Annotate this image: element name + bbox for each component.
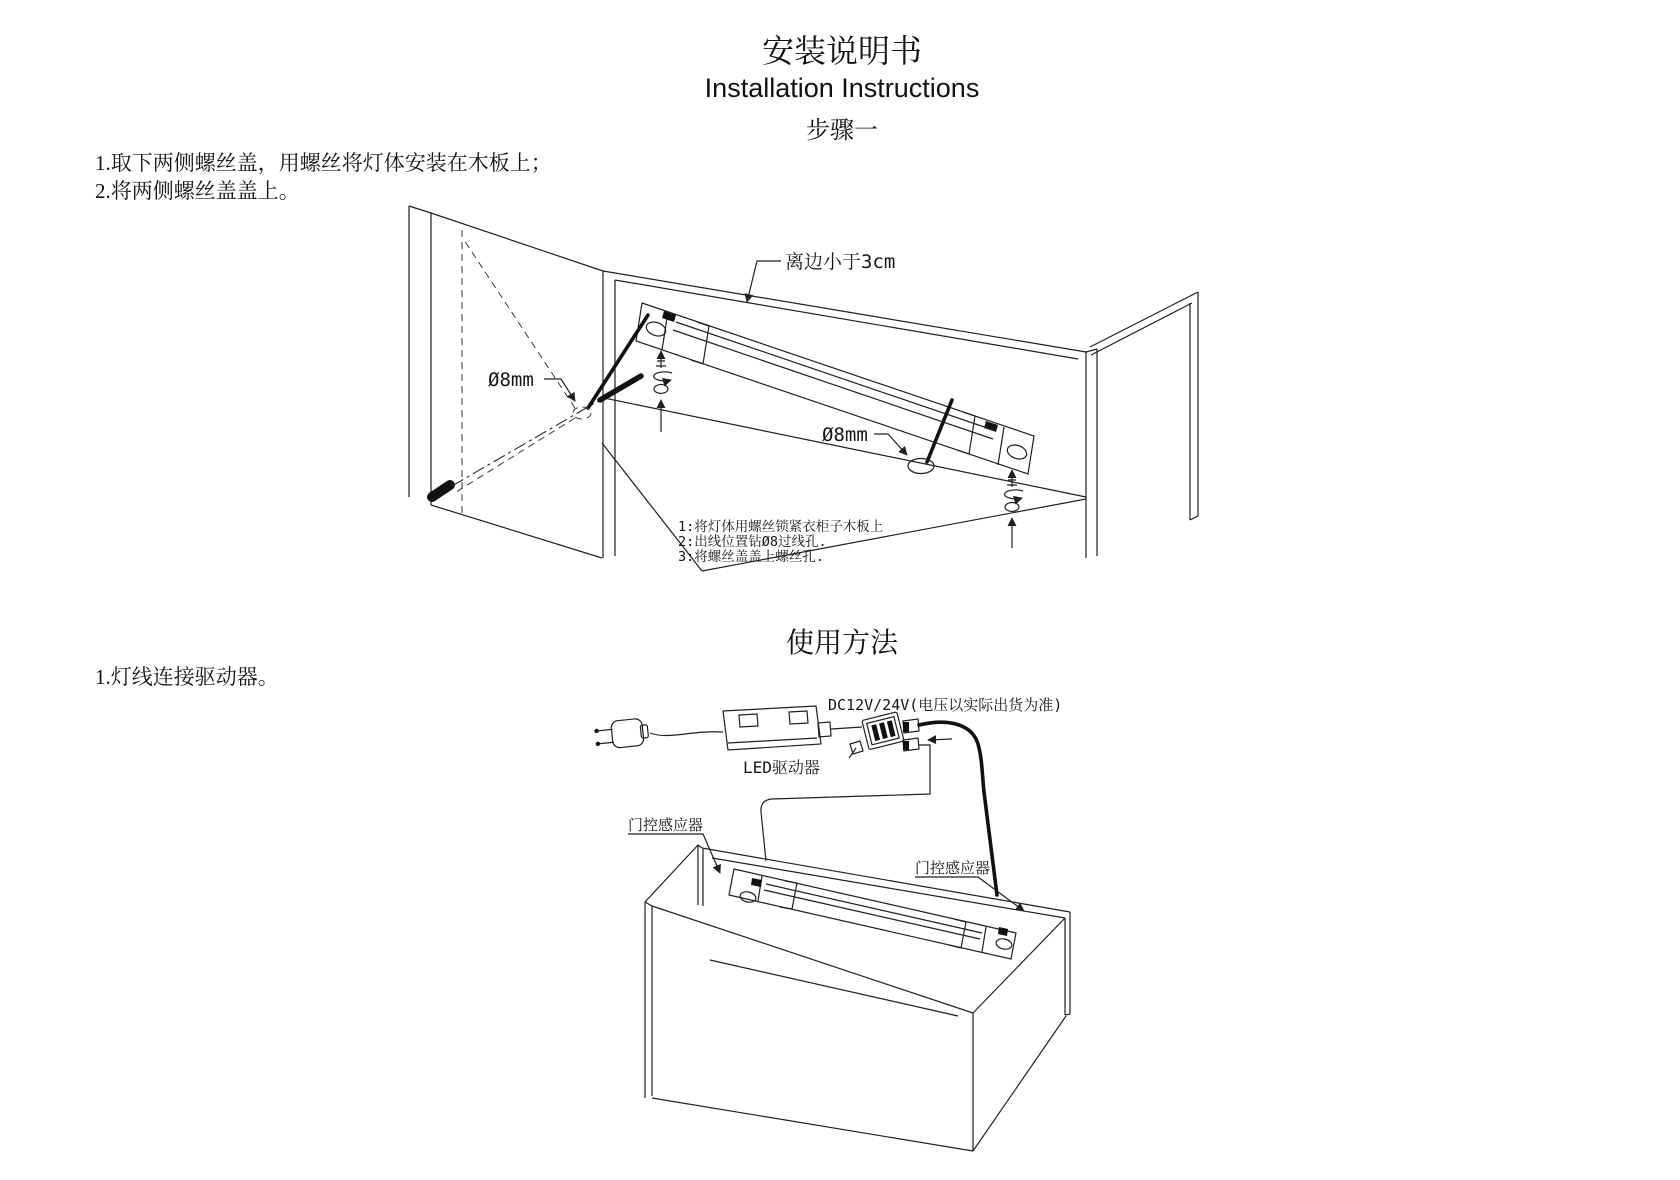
assembly-notes (678, 518, 883, 565)
drill-hole-left (573, 407, 591, 419)
note-2: 2:出线位置钻Ø8过线孔. (678, 534, 827, 550)
screwdriver (432, 376, 641, 497)
ac-cord (650, 732, 723, 736)
callout-sensor-right (915, 859, 1024, 911)
sensor-left-label: 门控感应器 (628, 816, 704, 834)
callout-sensor-left (628, 816, 720, 873)
dc-plug-top (903, 719, 919, 733)
sensor-right-label: 门控感应器 (915, 859, 991, 877)
step1-line-2: 2.将两侧螺丝盖盖上。 (95, 179, 300, 203)
callout-edge-distance (747, 251, 895, 302)
step1-heading: 步骤一 (806, 117, 878, 144)
note-1: 1:将灯体用螺丝锁紧衣柜子木板上 (678, 519, 884, 535)
drill-hole-bottom (908, 459, 934, 474)
edge-distance-label: 离边小于3cm (785, 251, 896, 273)
led-driver-label: LED驱动器 (743, 758, 820, 777)
note-3: 3:将螺丝盖盖上螺丝孔. (678, 549, 824, 565)
right-door (1090, 292, 1198, 520)
usage-line: 1.灯线连接驱动器。 (95, 665, 279, 689)
screw-assembly-left (654, 351, 672, 432)
hole-bottom-label: Ø8mm (822, 424, 868, 446)
header (705, 33, 980, 144)
driver-connection-diagram (594, 696, 1070, 1151)
connector-stub (850, 741, 863, 754)
wardrobe-installation-diagram (409, 206, 1198, 571)
page-title-zh: 安装说明书 (761, 33, 923, 69)
wire-cord-left (588, 315, 648, 408)
ac-plug-icon (594, 718, 650, 750)
door-sensor-icon (998, 927, 1008, 936)
voltage-label: DC12V/24V(电压以实际出货为准) (828, 696, 1063, 714)
dc-plug-bottom (903, 738, 919, 751)
cabinet-2 (645, 845, 1070, 1151)
usage-heading: 使用方法 (785, 627, 899, 658)
insert-arrow-icon (928, 739, 952, 740)
connector-block (862, 712, 904, 750)
callout-hole-left (488, 369, 575, 401)
step1-line-1: 1.取下两侧螺丝盖，用螺丝将灯体安装在木板上； (95, 151, 552, 175)
step1-instructions (95, 151, 552, 203)
page-title-en: Installation Instructions (704, 73, 980, 103)
door-sensor-icon (751, 878, 762, 887)
hole-left-label: Ø8mm (488, 369, 534, 391)
light-bar (636, 303, 1034, 474)
